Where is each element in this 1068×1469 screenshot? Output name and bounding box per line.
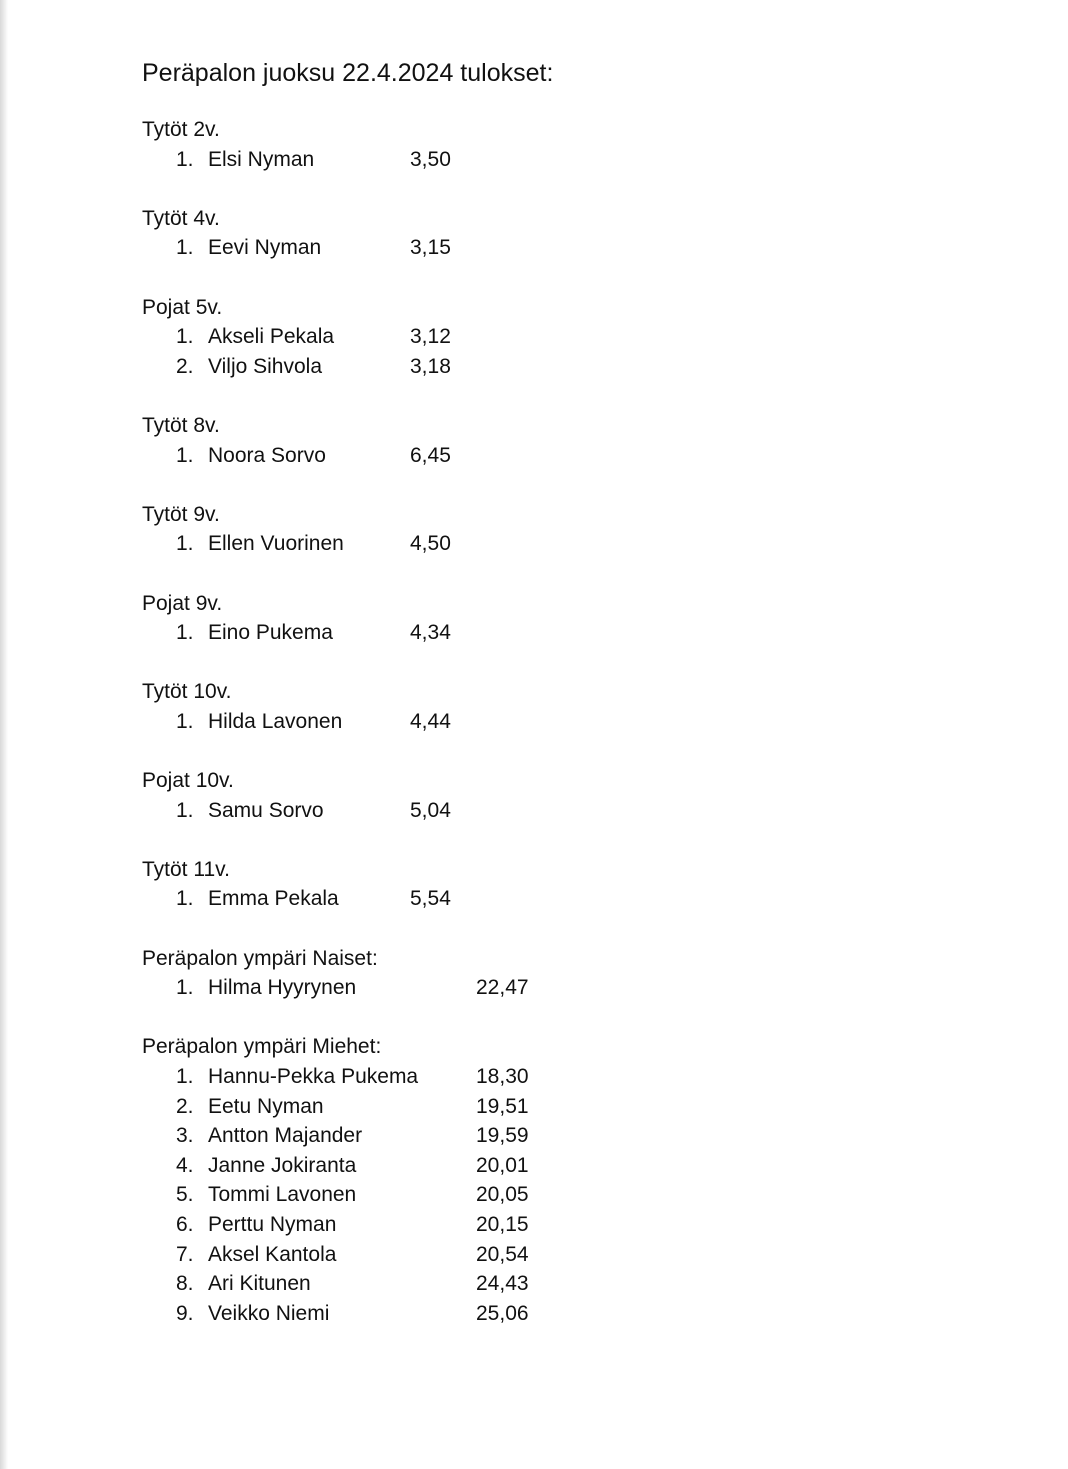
result-place: 1. bbox=[176, 236, 194, 260]
result-time: 19,59 bbox=[476, 1124, 529, 1148]
result-row bbox=[142, 145, 1002, 175]
result-time: 18,30 bbox=[476, 1065, 529, 1088]
result-row bbox=[142, 973, 1002, 1003]
category-heading: Peräpalon ympäri Miehet: bbox=[142, 1035, 382, 1059]
result-place: 1. bbox=[176, 709, 194, 733]
category-heading: Peräpalon ympäri Naiset: bbox=[142, 946, 378, 970]
results-section bbox=[142, 766, 1002, 825]
result-row bbox=[142, 441, 1002, 471]
result-name: Samu Sorvo bbox=[208, 798, 324, 822]
result-place: 1. bbox=[176, 147, 194, 171]
result-time: 3,50 bbox=[410, 147, 451, 171]
result-time: 3,18 bbox=[410, 354, 451, 378]
result-time: 20,05 bbox=[476, 1183, 529, 1207]
result-time: 3,12 bbox=[410, 325, 451, 349]
category-heading: Pojat 10v. bbox=[142, 769, 234, 793]
category-heading: Tytöt 9v. bbox=[142, 502, 220, 526]
result-time: 4,50 bbox=[410, 532, 451, 556]
category-heading: Tytöt 2v. bbox=[142, 118, 220, 141]
page-edge-shadow bbox=[0, 0, 8, 1469]
result-name: Tommi Lavonen bbox=[208, 1183, 357, 1207]
result-name: Ellen Vuorinen bbox=[208, 532, 344, 556]
result-name: Eino Pukema bbox=[208, 621, 333, 645]
result-row bbox=[142, 529, 1002, 559]
result-row bbox=[142, 796, 1002, 826]
category-heading: Tytöt 4v. bbox=[142, 206, 220, 230]
result-place: 1. bbox=[176, 887, 194, 911]
result-row bbox=[142, 1269, 1002, 1299]
result-place: 2. bbox=[176, 354, 194, 378]
result-row bbox=[142, 352, 1002, 382]
result-name: Veikko Niemi bbox=[208, 1301, 330, 1325]
results-section bbox=[142, 1032, 1002, 1328]
category-heading: Pojat 5v. bbox=[142, 295, 223, 319]
result-row bbox=[142, 707, 1002, 737]
results-section bbox=[142, 204, 1002, 263]
results-section bbox=[142, 115, 1002, 174]
result-time: 22,47 bbox=[476, 976, 529, 1000]
result-place: 1. bbox=[176, 1065, 194, 1088]
results-section bbox=[142, 855, 1002, 914]
category-heading: Tytöt 10v. bbox=[142, 680, 232, 704]
result-row bbox=[142, 1121, 1002, 1151]
result-place: 1. bbox=[176, 325, 194, 349]
result-place: 4. bbox=[176, 1153, 194, 1177]
result-place: 7. bbox=[176, 1242, 194, 1266]
results-section bbox=[142, 293, 1002, 382]
result-time: 19,51 bbox=[476, 1094, 529, 1118]
result-row bbox=[142, 1299, 1002, 1329]
result-name: Eevi Nyman bbox=[208, 236, 322, 260]
results-section bbox=[142, 944, 1002, 1003]
result-name: Janne Jokiranta bbox=[208, 1153, 357, 1177]
result-name: Noora Sorvo bbox=[208, 443, 326, 467]
result-place: 5. bbox=[176, 1183, 194, 1207]
result-name: Antton Majander bbox=[208, 1124, 363, 1148]
result-name: Hilda Lavonen bbox=[208, 709, 343, 733]
result-name: Emma Pekala bbox=[208, 887, 339, 911]
result-time: 20,15 bbox=[476, 1212, 529, 1236]
result-row bbox=[142, 233, 1002, 263]
result-place: 1. bbox=[176, 798, 194, 822]
document-title: Peräpalon juoksu 22.4.2024 tulokset: bbox=[142, 59, 554, 87]
result-name: Akseli Pekala bbox=[208, 325, 335, 349]
result-place: 6. bbox=[176, 1212, 194, 1236]
result-row bbox=[142, 322, 1002, 352]
result-time: 3,15 bbox=[410, 236, 451, 260]
result-place: 1. bbox=[176, 621, 194, 645]
results-document bbox=[142, 56, 1002, 1358]
result-name: Hilma Hyyrynen bbox=[208, 976, 357, 1000]
results-section bbox=[142, 677, 1002, 736]
result-row bbox=[142, 1180, 1002, 1210]
result-row bbox=[142, 1151, 1002, 1181]
result-name: Hannu-Pekka Pukema bbox=[208, 1065, 419, 1088]
results-section bbox=[142, 589, 1002, 648]
result-place: 3. bbox=[176, 1124, 194, 1148]
result-place: 9. bbox=[176, 1301, 194, 1325]
result-time: 5,54 bbox=[410, 887, 451, 911]
result-row bbox=[142, 1240, 1002, 1270]
result-time: 5,04 bbox=[410, 798, 451, 822]
result-name: Ari Kitunen bbox=[208, 1272, 311, 1296]
result-name: Elsi Nyman bbox=[208, 147, 315, 171]
result-name: Viljo Sihvola bbox=[208, 354, 323, 378]
category-heading: Pojat 9v. bbox=[142, 591, 223, 615]
result-place: 1. bbox=[176, 532, 194, 556]
result-name: Eetu Nyman bbox=[208, 1094, 324, 1118]
results-section bbox=[142, 500, 1002, 559]
result-name: Perttu Nyman bbox=[208, 1212, 337, 1236]
result-time: 20,54 bbox=[476, 1242, 529, 1266]
results-section bbox=[142, 411, 1002, 470]
result-time: 20,01 bbox=[476, 1153, 529, 1177]
result-row bbox=[142, 884, 1002, 914]
result-row bbox=[142, 1062, 1002, 1092]
category-heading: Tytöt 11v. bbox=[142, 857, 230, 881]
result-row bbox=[142, 1210, 1002, 1240]
result-place: 8. bbox=[176, 1272, 194, 1296]
category-heading: Tytöt 8v. bbox=[142, 413, 220, 437]
result-place: 2. bbox=[176, 1094, 194, 1118]
result-name: Aksel Kantola bbox=[208, 1242, 337, 1266]
result-time: 25,06 bbox=[476, 1301, 529, 1325]
result-time: 4,44 bbox=[410, 709, 451, 733]
result-time: 4,34 bbox=[410, 621, 451, 645]
result-place: 1. bbox=[176, 976, 194, 1000]
result-row bbox=[142, 1092, 1002, 1122]
result-time: 6,45 bbox=[410, 443, 451, 467]
result-row bbox=[142, 618, 1002, 648]
result-time: 24,43 bbox=[476, 1272, 529, 1296]
result-place: 1. bbox=[176, 443, 194, 467]
